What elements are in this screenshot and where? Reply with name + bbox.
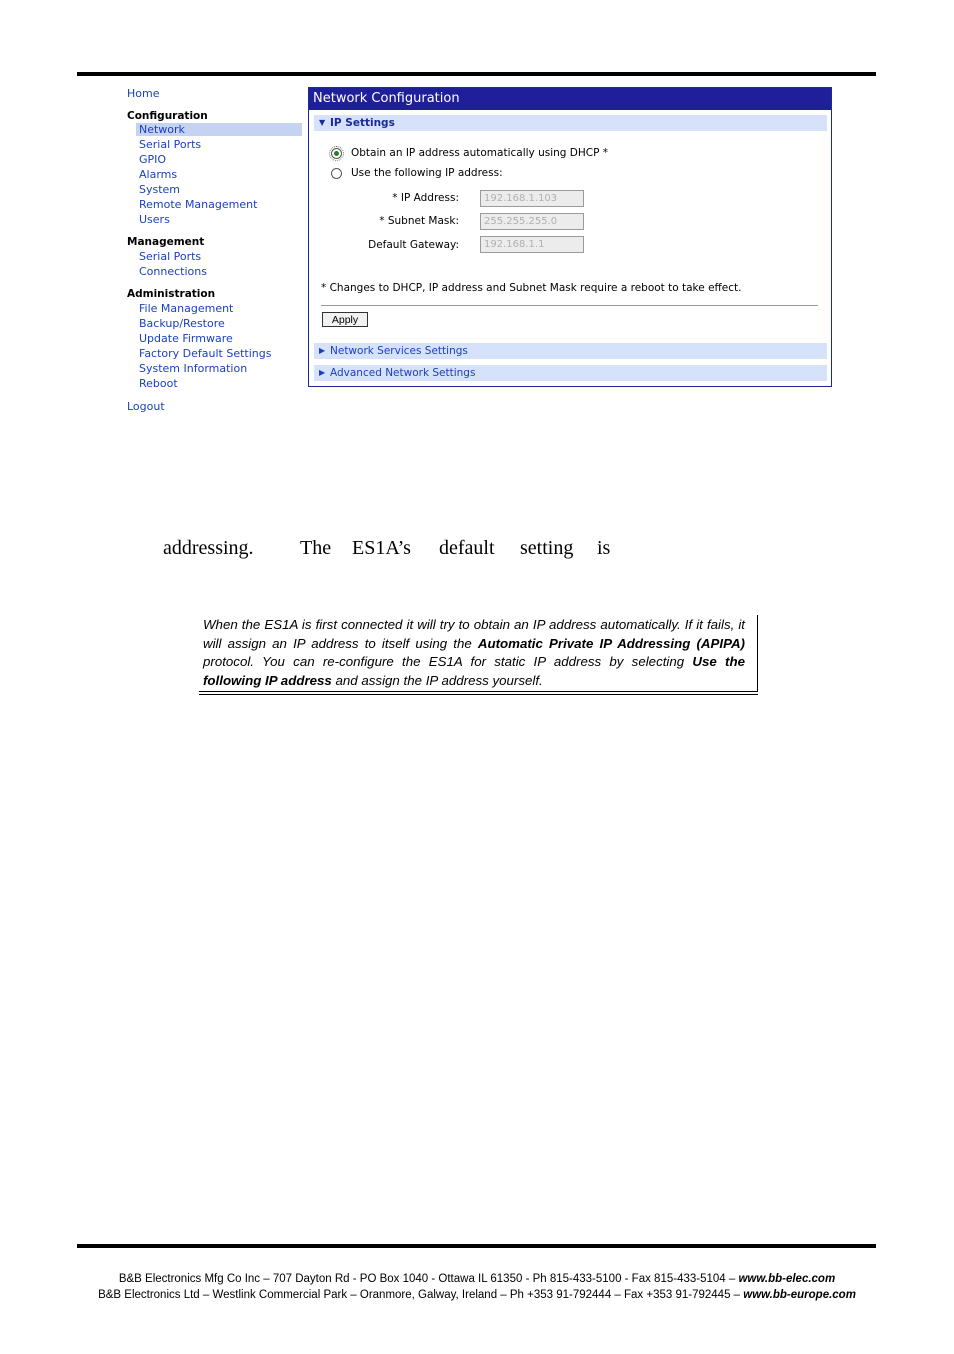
footer-url-us[interactable]: www.bb-elec.com (738, 1273, 836, 1285)
triangle-down-icon: ▼ (319, 118, 326, 127)
panel-title-text: Network Configuration (313, 91, 460, 106)
sidebar-heading-configuration: Configuration (127, 110, 208, 122)
sidebar-item-file-management[interactable]: File Management (139, 302, 234, 315)
body-word: is (597, 537, 611, 559)
sidebar-item-logout[interactable]: Logout (127, 400, 165, 413)
divider (321, 305, 818, 306)
ip-settings-header[interactable] (314, 115, 827, 131)
sidebar-item-users[interactable]: Users (139, 213, 170, 226)
body-word: setting (520, 537, 574, 559)
sidebar-item-remote-management[interactable]: Remote Management (139, 198, 258, 211)
sidebar-item-connections[interactable]: Connections (139, 265, 207, 278)
subnet-mask-input[interactable]: 255.255.255.0 (480, 213, 584, 230)
footer-line-eu (0, 1289, 954, 1301)
note-text (203, 616, 745, 690)
sidebar-item-gpio[interactable]: GPIO (139, 153, 167, 166)
sidebar-item-reboot[interactable]: Reboot (139, 377, 178, 390)
footer-text: B&B Electronics Ltd – Westlink Commercial Park – Oranmore, Galway, Ireland – Ph +353 91-792444 – Fax +353 91-792445 – (98, 1289, 744, 1301)
panel-title (309, 88, 831, 110)
ip-address-label: * IP Address: (392, 192, 459, 204)
sidebar-item-backup-restore[interactable]: Backup/Restore (139, 317, 225, 330)
sidebar-item-alarms[interactable]: Alarms (139, 168, 178, 181)
triangle-right-icon: ▶ (319, 368, 326, 377)
apply-button[interactable]: Apply (322, 312, 368, 327)
top-rule (77, 72, 876, 76)
sidebar-item-mgmt-serial-ports[interactable]: Serial Ports (139, 250, 202, 263)
note-text-part: When the ES1A is first connected it will try to obtain an IP address automatically. If it fails, it will assign an IP address to itself using the (203, 617, 745, 651)
note-text-part: and assign the IP address yourself. (331, 672, 543, 688)
sidebar-item-serial-ports[interactable]: Serial Ports (139, 138, 202, 151)
default-gateway-label: Default Gateway: (368, 239, 459, 251)
sidebar-item-network[interactable]: Network (136, 123, 302, 136)
dhcp-option-label: Obtain an IP address automatically using DHCP * (351, 147, 609, 159)
network-services-header[interactable] (314, 343, 827, 359)
network-services-label: Network Services Settings (330, 345, 468, 357)
body-word: addressing. (163, 537, 254, 559)
note-box (199, 615, 758, 692)
sidebar-item-home[interactable]: Home (127, 87, 160, 100)
footer-line-us (0, 1273, 954, 1285)
sidebar-item-system-information[interactable]: System Information (139, 362, 248, 375)
advanced-network-label: Advanced Network Settings (330, 367, 476, 379)
sidebar-item-factory-default[interactable]: Factory Default Settings (139, 347, 272, 360)
body-word: ES1A’s (352, 537, 411, 559)
static-option-label: Use the following IP address: (351, 167, 503, 179)
static-ip-radio[interactable] (331, 168, 342, 179)
reboot-note: * Changes to DHCP, IP address and Subnet Mask require a reboot to take effect. (321, 282, 742, 294)
body-word: default (439, 537, 495, 559)
body-word: The (300, 537, 332, 559)
dhcp-radio[interactable] (331, 148, 342, 159)
note-bold-apipa: Automatic Private IP Addressing (APIPA) (477, 635, 745, 651)
note-text-part: protocol. You can re-configure the ES1A for static IP address by selecting (203, 654, 693, 669)
footer-url-eu[interactable]: www.bb-europe.com (743, 1289, 856, 1301)
footer-text: B&B Electronics Mfg Co Inc – 707 Dayton Rd - PO Box 1040 - Ottawa IL 61350 - Ph 815-433-5100 - Fax 815-433-5104 – (118, 1273, 739, 1285)
bottom-rule (77, 1244, 876, 1248)
sidebar-item-system[interactable]: System (139, 183, 181, 196)
subnet-mask-label: * Subnet Mask: (379, 215, 459, 227)
sidebar-item-update-firmware[interactable]: Update Firmware (139, 332, 233, 345)
advanced-network-header[interactable] (314, 365, 827, 381)
sidebar-heading-management: Management (127, 236, 205, 248)
network-config-panel (308, 87, 832, 387)
ip-settings-label: IP Settings (330, 117, 395, 129)
sidebar-heading-administration: Administration (127, 288, 216, 300)
default-gateway-input[interactable]: 192.168.1.1 (480, 236, 584, 253)
triangle-right-icon: ▶ (319, 346, 326, 355)
note-bold-use-following: Use the following IP address (203, 654, 745, 688)
ip-address-input[interactable]: 192.168.1.103 (480, 190, 584, 207)
